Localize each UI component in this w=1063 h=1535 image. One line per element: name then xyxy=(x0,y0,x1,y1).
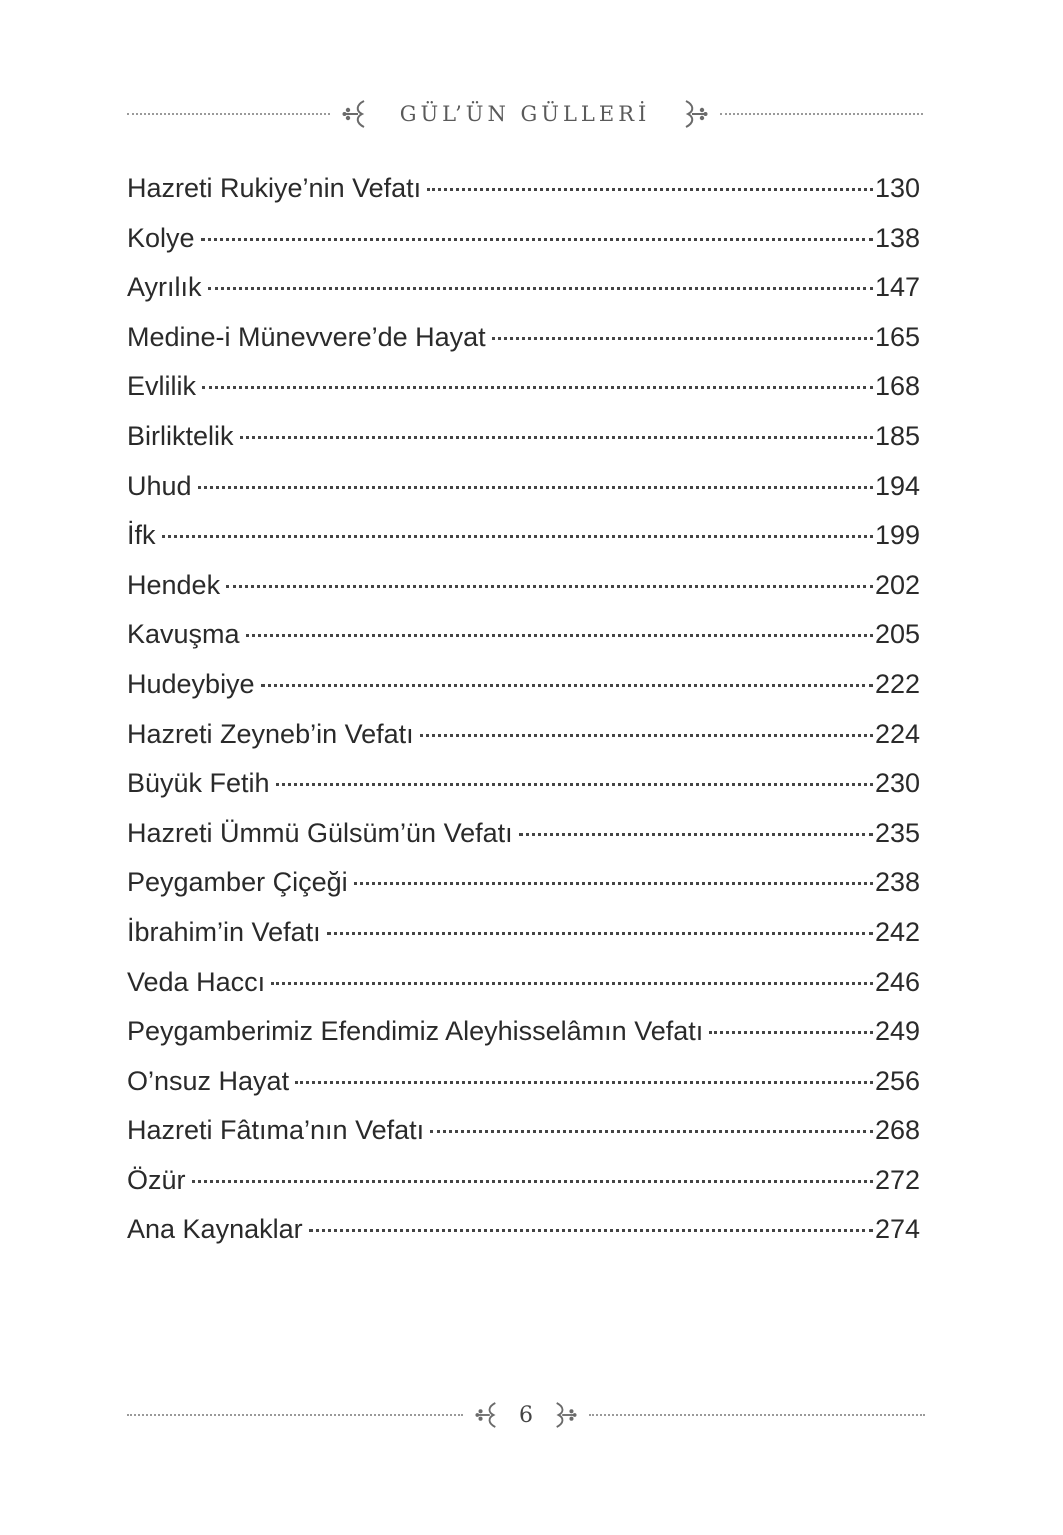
toc-dot-leader xyxy=(192,1180,873,1183)
toc-entry-title: Peygamber Çiçeği xyxy=(127,867,348,898)
toc-entry xyxy=(127,412,920,462)
toc-entry xyxy=(127,908,920,958)
toc-dot-leader xyxy=(327,932,873,935)
running-header xyxy=(127,96,923,132)
toc-entry-page: 224 xyxy=(874,718,920,749)
toc-dot-leader xyxy=(430,1130,873,1133)
table-of-contents xyxy=(127,164,920,1255)
toc-entry-title: Kolye xyxy=(127,222,195,253)
toc-entry-title: Büyük Fetih xyxy=(127,768,270,799)
toc-entry-title: Özür xyxy=(127,1164,186,1195)
toc-dot-leader xyxy=(427,188,873,191)
toc-dot-leader xyxy=(198,486,873,489)
toc-entry-title: Peygamberimiz Efendimiz Aleyhisselâmın Vefatı xyxy=(127,1016,704,1047)
toc-entry-page: 130 xyxy=(874,173,920,203)
toc-entry-title: İbrahim’in Vefatı xyxy=(127,916,321,947)
toc-entry-title: Hazreti Ümmü Gülsüm’ün Vefatı xyxy=(127,817,513,848)
toc-entry-page: 168 xyxy=(874,371,920,402)
header-leader-right xyxy=(720,113,923,115)
toc-entry-page: 185 xyxy=(874,420,920,451)
toc-dot-leader xyxy=(208,287,873,290)
toc-entry-title: Kavuşma xyxy=(127,619,240,650)
toc-entry-page: 205 xyxy=(874,619,920,650)
toc-entry-page: 256 xyxy=(874,1065,920,1096)
toc-entry-title: Hazreti Fâtıma’nın Vefatı xyxy=(127,1115,425,1146)
toc-entry xyxy=(127,1106,920,1156)
toc-dot-leader xyxy=(271,982,873,985)
toc-entry-page: 147 xyxy=(874,272,920,303)
toc-entry-title: Hudeybiye xyxy=(127,668,255,699)
toc-entry-page: 235 xyxy=(874,817,920,848)
toc-entry xyxy=(127,164,920,214)
toc-dot-leader xyxy=(246,634,873,637)
toc-entry-page: 138 xyxy=(874,222,920,253)
toc-entry-page: 242 xyxy=(874,916,920,947)
toc-dot-leader xyxy=(202,386,873,389)
toc-entry xyxy=(127,1057,920,1107)
toc-entry-title: Hazreti Rukiye’nin Vefatı xyxy=(127,173,422,203)
toc-entry-page: 230 xyxy=(874,768,920,799)
toc-entry-title: Veda Haccı xyxy=(127,966,266,997)
toc-dot-leader xyxy=(354,882,873,885)
toc-entry xyxy=(127,1156,920,1206)
toc-entry-title: Uhud xyxy=(127,470,192,501)
toc-dot-leader xyxy=(261,684,873,687)
toc-dot-leader xyxy=(519,833,873,836)
toc-dot-leader xyxy=(309,1229,873,1232)
toc-entry-page: 222 xyxy=(874,668,920,699)
page-number: 6 xyxy=(519,1402,533,1428)
toc-entry xyxy=(127,809,920,859)
toc-entry xyxy=(127,759,920,809)
toc-entry-page: 274 xyxy=(874,1214,920,1245)
toc-entry xyxy=(127,1205,920,1255)
toc-entry-title: Hazreti Zeyneb’in Vefatı xyxy=(127,718,414,749)
toc-entry-title: Birliktelik xyxy=(127,420,234,451)
toc-entry xyxy=(127,511,920,561)
toc-entry xyxy=(127,313,920,363)
toc-entry-page: 199 xyxy=(874,520,920,551)
fleuron-right-icon xyxy=(682,99,708,129)
toc-entry-title: Medine-i Münevvere’de Hayat xyxy=(127,321,486,352)
toc-entry-title: Hendek xyxy=(127,569,221,600)
toc-entry-page: 194 xyxy=(874,470,920,501)
toc-entry-page: 272 xyxy=(874,1164,920,1195)
toc-entry xyxy=(127,214,920,264)
toc-entry-title: İfk xyxy=(127,520,156,551)
header-leader-left xyxy=(127,113,330,115)
toc-entry-page: 165 xyxy=(874,321,920,352)
toc-entry xyxy=(127,1007,920,1057)
footer-leader-left xyxy=(127,1414,463,1416)
toc-entry-page: 238 xyxy=(874,867,920,898)
toc-entry-page: 202 xyxy=(874,569,920,600)
toc-entry xyxy=(127,858,920,908)
toc-dot-leader xyxy=(276,783,873,786)
toc-entry xyxy=(127,263,920,313)
running-title: GÜL’ÜN GÜLLERİ xyxy=(399,102,651,126)
toc-entry-page: 246 xyxy=(874,966,920,997)
toc-dot-leader xyxy=(709,1031,873,1034)
toc-entry xyxy=(127,710,920,760)
page-footer xyxy=(127,1397,925,1433)
toc-entry-page: 268 xyxy=(874,1115,920,1146)
toc-entry-title: Evlilik xyxy=(127,371,197,402)
toc-entry-title: Ana Kaynaklar xyxy=(127,1214,303,1245)
fleuron-left-icon xyxy=(475,1401,499,1429)
fleuron-left-icon xyxy=(342,99,368,129)
footer-leader-right xyxy=(589,1414,925,1416)
toc-dot-leader xyxy=(226,585,873,588)
toc-entry-page: 249 xyxy=(874,1016,920,1047)
toc-entry xyxy=(127,660,920,710)
toc-dot-leader xyxy=(492,337,873,340)
toc-entry xyxy=(127,958,920,1008)
toc-entry xyxy=(127,462,920,512)
toc-dot-leader xyxy=(162,535,873,538)
toc-entry xyxy=(127,561,920,611)
toc-dot-leader xyxy=(420,734,873,737)
toc-entry xyxy=(127,610,920,660)
toc-dot-leader xyxy=(201,238,873,241)
toc-entry-title: O’nsuz Hayat xyxy=(127,1065,290,1096)
toc-dot-leader xyxy=(240,436,873,439)
toc-dot-leader xyxy=(295,1081,873,1084)
toc-entry xyxy=(127,362,920,412)
toc-entry-title: Ayrılık xyxy=(127,272,202,303)
fleuron-right-icon xyxy=(553,1401,577,1429)
